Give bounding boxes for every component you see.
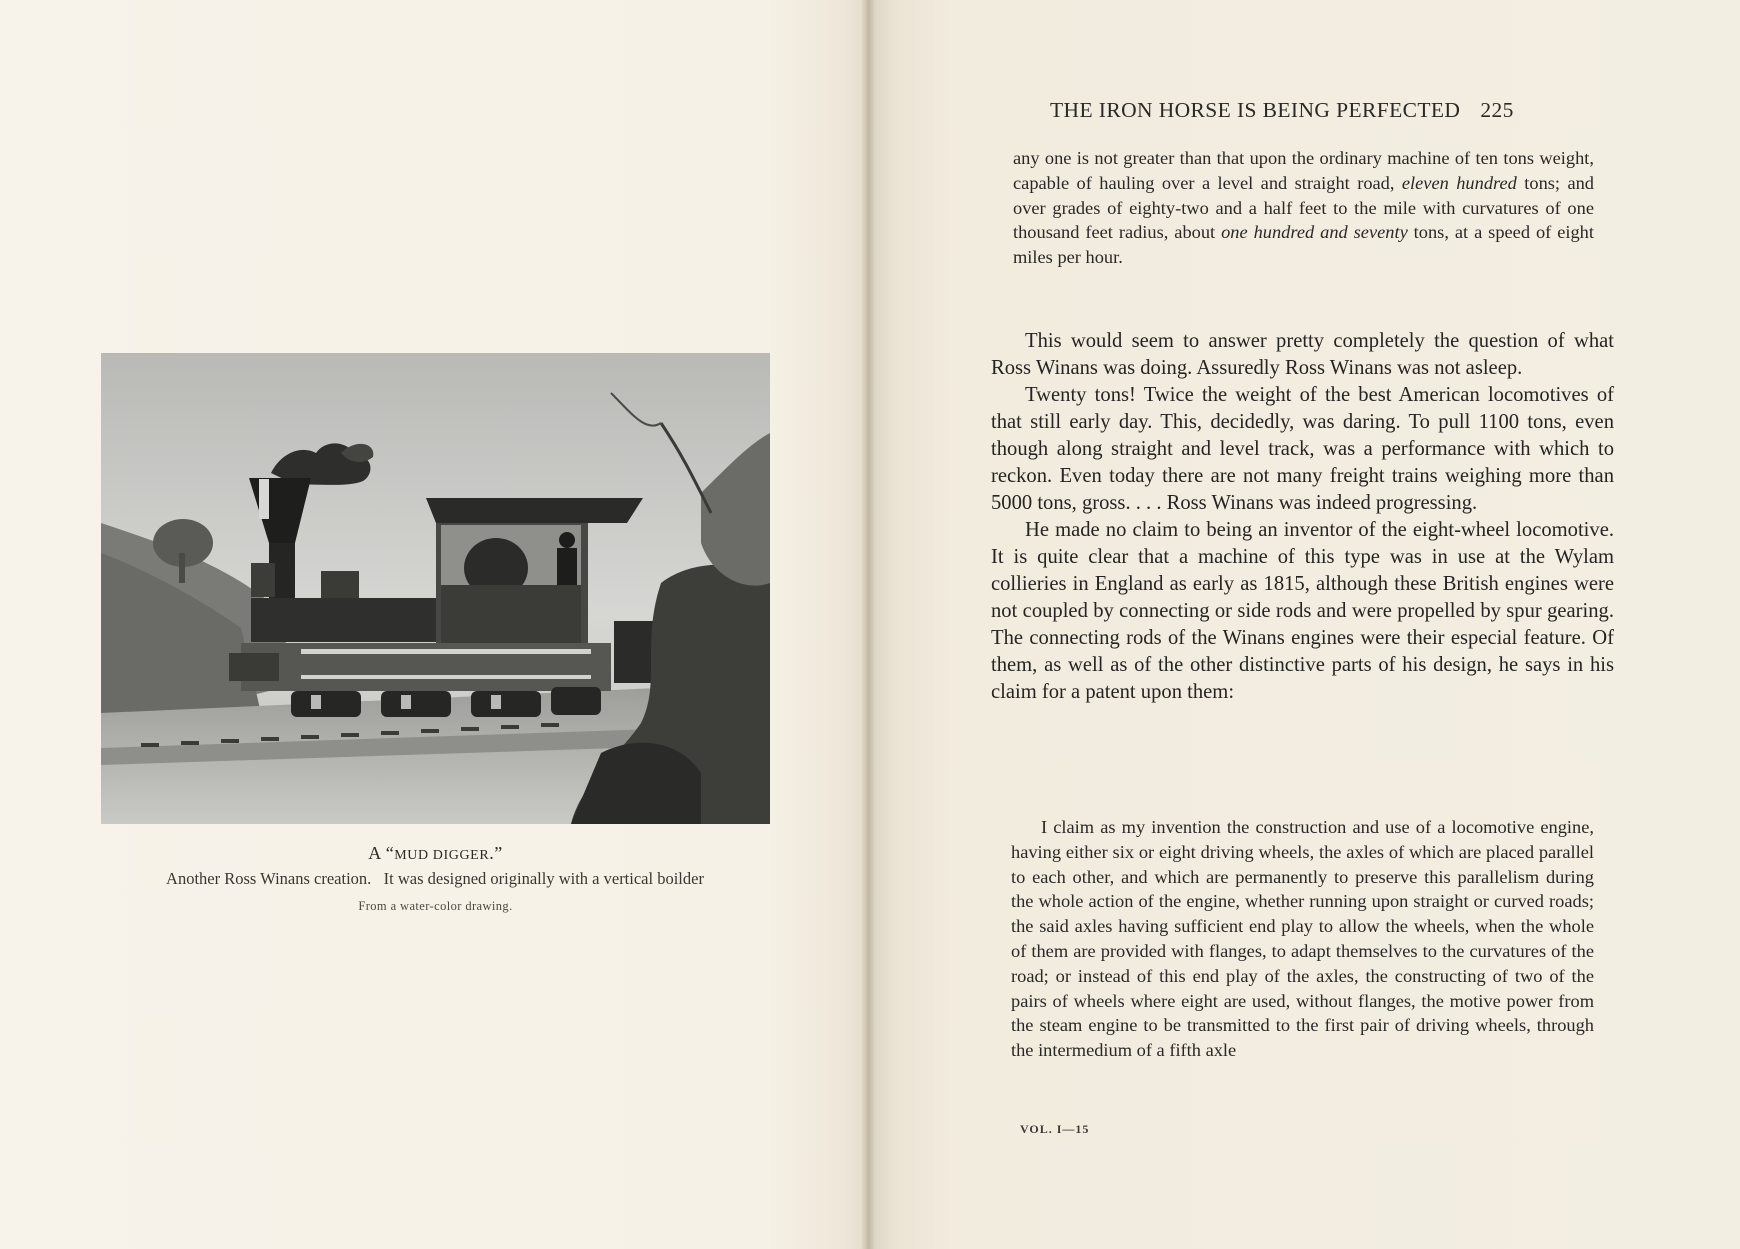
plate-caption-credit: From a water-color drawing. — [358, 899, 513, 913]
body-text — [991, 328, 1614, 706]
plate-caption-description: Another Ross Winans creation. It was designed originally with a vertical boilder — [166, 869, 704, 888]
paragraph: This would seem to answer pretty completely the question of what Ross Winans was doing. Assuredly Ross Winans was not asleep. — [991, 330, 1614, 379]
patent-claim-quote: I claim as my invention the construction and use of a locomotive engine, having either six or eight driving wheels, the axles of which are placed parallel to each other, and which are permanently to preserve this parallelism during the whole action of the engine, whether running upon straight or curved roads; the said axles having sufficient end play to allow the wheels, when the whole of them are provided with flanges, to adapt themselves to the curvatures of the road; or instead of this end play of the axles, the constructing of two of the pairs of wheels where eight are used, without flanges, the motive power from the steam engine to be transmitted to the first pair of driving wheels, through the intermedium of a fifth axle — [1011, 817, 1594, 1061]
paragraph: He made no claim to being an inventor of the eight-wheel locomotive. It is quite clear that a machine of this type was in use at the Wylam collieries in England as early as 1815, although these British engines were not coupled by connecting or side rods and were propelled by spur gearing. The connecting rods of the Winans engines were their especial feature. Of them, as well as of the other distinctive parts of his design, he says in his claim for a patent upon them: — [991, 519, 1614, 703]
running-head — [1050, 98, 1514, 123]
left-page — [0, 0, 868, 1249]
book-gutter — [862, 0, 874, 1249]
block-quote-top: any one is not greater than that upon the ordinary machine of ten tons weight, capable of hauling over a level and straight road, eleven hundred tons; and over grades of eighty-two and a half feet to the mile with curvatures of one thousand feet radius, about one hundred and seventy tons, at a speed of eight miles per hour. — [1013, 148, 1594, 268]
signature-mark: VOL. I—15 — [1020, 1122, 1090, 1136]
page-number: 225 — [1480, 98, 1514, 122]
plate-caption-title: A “MUD DIGGER.” — [368, 843, 503, 863]
paragraph: Twenty tons! Twice the weight of the best American locomotives of that still early day. This, decidedly, was daring. To pull 1100 tons, even though along straight and level track, was a performance with which to reckon. Even today there are not many freight trains weighing more than 5000 tons, gross. . . . Ross Winans was indeed progressing. — [991, 384, 1614, 514]
running-head-title: THE IRON HORSE IS BEING PERFECTED — [1050, 98, 1461, 122]
locomotive-illustration — [101, 353, 770, 824]
